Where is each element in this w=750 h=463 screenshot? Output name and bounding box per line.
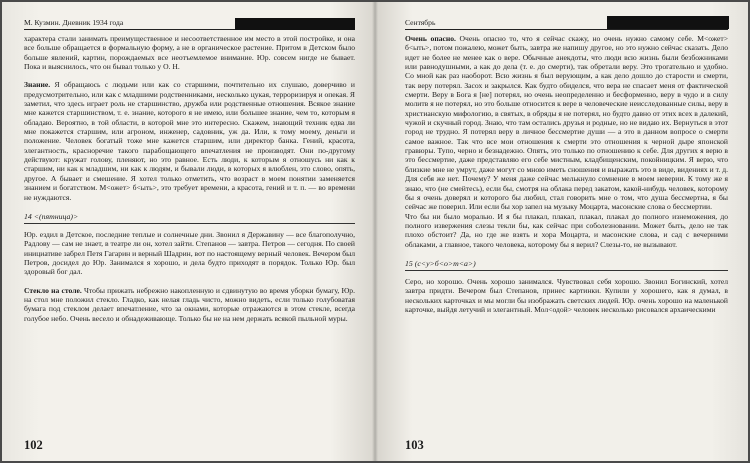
paragraph: Юр. ездил в Детское, последние теплые и солнечные дни. Звонил я Державину — все благополучно, Радлову — сам не знает, в театре ли он, хотел зайти. Степанов — завтра. Петров — сегодня. По своей инициативе забрел Петя Гагарин и верный Шадрин, вот по настоящему верный человек. Вечером был Петров, досидел до Юр. Занимался я хорошо, и дела будто приходят в порядок. Только Юр. был здоровый бог дал. — [24, 229, 355, 277]
paragraph-glass — [24, 286, 355, 323]
header-rule-bar — [235, 18, 355, 30]
paragraph: Серо, но хорошо. Очень хорошо занимался. Чувствовал себя хорошо. Звонил Богинский, хотел завтра придти. Вечером был Степанов, принес картинки. Купили у хорошего, как я думал, в нескольких карточках и мы могли бы изображать светских людей. Юр. очень хорошо на маленькой карточке, выйдя летучий и элегантный. Мол<одой> человек несколько рисовался архаическими — [405, 276, 728, 314]
paragraph-heading: Очень опасно. — [405, 34, 456, 43]
running-head-text: М. Кузмин. Дневник 1934 года — [24, 18, 124, 27]
page-number: 102 — [24, 438, 43, 452]
paragraph: Что бы ни было моралью. И я бы плакал, плакал, плакал, плакал до полного изнеможения, до полного извержения слезы текли бы, как сейчас при соболезновании. Может быть, дело не так плохо обстоит? Да, но где же взять и хора Моцарта, и масонские слова, и сад с вечерними облаками, а главное, такого человека, которому бы я верил? Слезы-то, не вызывают. — [405, 211, 728, 249]
paragraph: характера стали занимать преимущественное и несоответственное им место в этой постройке, и она все больше обращается в формальную форму, а не в органическое растение. Притом в Детском было больше явлений, картин, порождаемых все неотъемлемое внимание. Юр. совсем нигде не бывает. Пока и выяснилось, что он бывал только у О. Н. — [24, 34, 355, 72]
running-head-text: Сентябрь — [405, 18, 436, 27]
book-spread — [2, 2, 748, 461]
book-gutter — [372, 2, 378, 461]
paragraph-knowledge — [24, 80, 355, 201]
date-heading: 14 <(пятница)> — [24, 210, 355, 224]
page-number: 103 — [405, 438, 424, 452]
paragraph-body: Я обращаюсь с людьми или как со старшими, почтительно их слушаю, доверчиво и предусмотрительно, или как с младшими родственниками, несколько цукая, терроризируя и опекая. Я заметил, что здесь играет роль не старшинство, дружба или родственные отношения. Всякое знание мне кажется старшинством, т. е. знание, которого я не имею, или большее знание, чем то, которым я обладаю. Вероятно, в той области, в которой мне это интересно. Скажем, знающий техник едва ли мне покажется старшим, или агроном, инженер, садовник, уж да. Или, к тому моему, деньги и положение. Человек богатый тоже мне кажется старшим, или директор банка. Гений, красота, элегантность, красноречие такого парабощающего впечатления не производят. Они по-другому действуют: кружат голову, пленяют, но это равное. Есть люди, к которым я отношусь ни как к старшим, ни как к младшим, ни как к людям, и бывали люди, в которых я влюблен, это слово, опять, другое. А бывает и смешение. Я хотел только отметить, что возраст в моем понятии заменяется знанием и богатством. М<ожет> б<ыть>, это требует времени, а красота, гений и т. п. — во времени не нуждаются. — [24, 80, 355, 202]
date-heading: 15 (с<у>б<о>т<а>) — [405, 257, 728, 271]
paragraph-danger — [405, 34, 728, 212]
paragraph-heading: Стекло на столе. — [24, 285, 82, 295]
paragraph-body: Чтобы прижать небрежно накопленную и сдвинутую во время уборки бумагу, Юр. на стол мне положил стекло. Гладко, как нелая гладь чисто, можно видеть, если только голубоватая бумага под стеклом делает впечатление, что за окнами, которые отражаются в этом стекле, всегда голубое небо. Очень весело и обнадеживающе. Только бы не на нем держать всякой пыльной муры. — [24, 285, 355, 323]
paragraph-body: Очень опасно то, что я сейчас скажу, но очень нужно самому себе. М<ожет> б<ыть>, потом пожалею, может быть, завтра же напишу другое, но это нужно сейчас сказать. Дело идет не более не менее как о вере. Обычные анекдоты, что люди всю жизнь были безбожниками или равнодушными, а как до дела (т. е. до смерти), так обретали веру. Это трогательно и удобно. Со мной как раз наоборот. Всю жизнь я был верующим, а как дело дошло до старости и смерти, так веру потерял. Засох и закрылся. Как будто обиделся, что вера не спасает меня от фактической смерти. Веру в Бога я [не] потерял, но очень неопределенно и бесформенно, веру в чудо и в силу молитв я не потерял, но это больше относится к вере в человеческие неисследованные силы, веру в христианскую мифологию, в святых, в обряды я не потерял, но будто давно от этих всех в далекий, чужой и скучный город. Знаю, что там остались друзья и родные, но не видаю их. Вернуться в этот город не трудно. Я потерял веру в личное бессмертие души — а это в данном вопросе о смерти самое важное. Так что все мои отношения к смерти это отношения к черной дыре японской гравюры. Тупо, черно и безнадежно. Опять, это только по отношению к себе. Для других я верю в это бессмертие, даже представляю его себе мистным, кладбищенским, покойницким. Я верю, что близкие мне не умрут, даже могут со мною иметь сношения и выражать это в виде, видениях и т. д. Для себя же нет. Почему? У меня даже сейчас мелькнуло сомнение в моем неверии. К тому же я знаю, что (не смейтесь), если бы, смотря на облака перед закатом, какой-нибудь человек, которому бы я очень доверял и которого бы любил, стал говорить мне о том, что душа бессмертна, я бы сейчас же поверил. Или если бы хор запел на музыку Моцарта, масонские слова о бессмертии. — [405, 34, 728, 212]
header-rule-bar — [607, 16, 729, 29]
left-page — [2, 2, 375, 461]
paragraph-heading: Знание. — [24, 80, 51, 90]
right-page — [375, 2, 748, 461]
